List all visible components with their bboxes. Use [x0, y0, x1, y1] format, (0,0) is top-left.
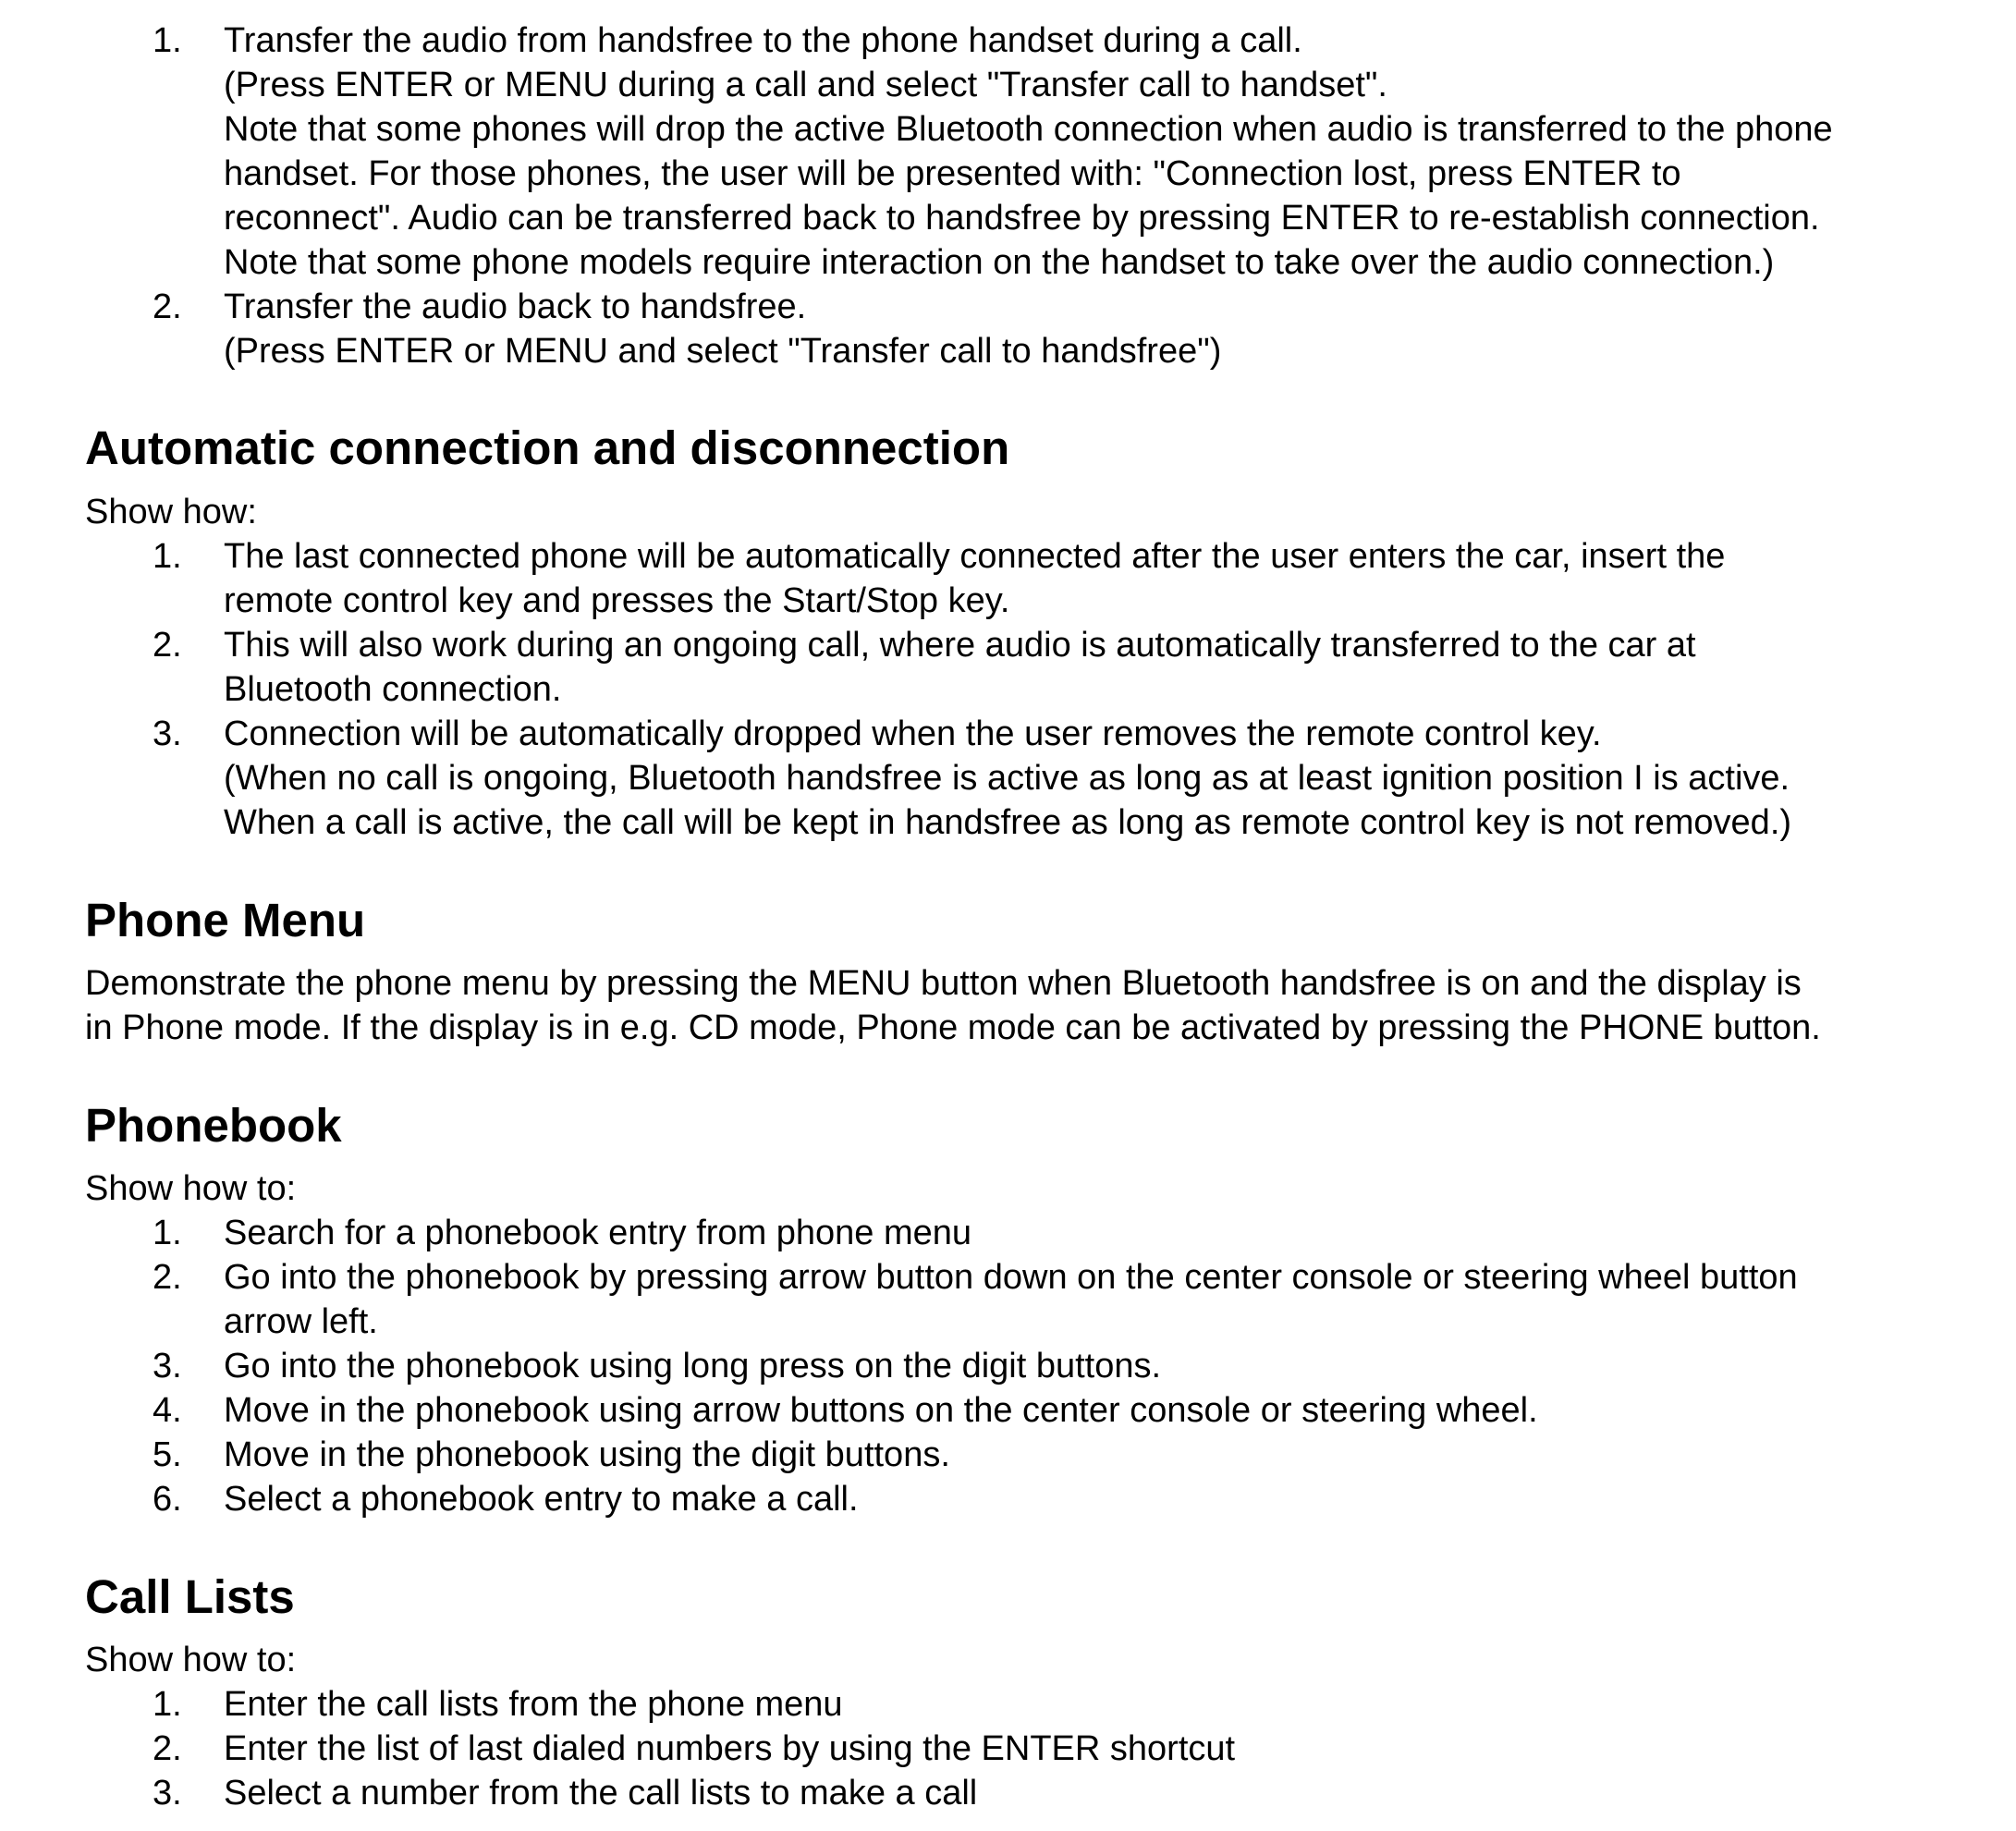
list-item-text: Select a number from the call lists to make a call: [224, 1774, 978, 1813]
list-number: 2.: [153, 1729, 182, 1768]
list-item-text: Transfer the audio back to handsfree.: [224, 287, 807, 326]
list-item-text: (Press ENTER or MENU during a call and select "Transfer call to handset".: [224, 66, 1387, 104]
list-item-text: Enter the list of last dialed numbers by using the ENTER shortcut: [224, 1729, 1236, 1768]
list-item-text: (When no call is ongoing, Bluetooth handsfree is active as long as at least ignition position I is active.: [224, 759, 1790, 798]
list-number: 4.: [153, 1391, 182, 1430]
list-item-text: Connection will be automatically dropped when the user removes the remote control key.: [224, 714, 1602, 753]
list-item-text: Note that some phones will drop the active Bluetooth connection when audio is transferred to the phone: [224, 110, 1833, 149]
list-number: 2.: [153, 626, 182, 665]
paragraph-line: in Phone mode. If the display is in e.g. CD mode, Phone mode can be activated by pressing the PHONE button.: [85, 1008, 1821, 1047]
list-number: 1.: [153, 21, 182, 60]
list-number: 1.: [153, 1685, 182, 1724]
list-item-text: Bluetooth connection.: [224, 670, 562, 709]
list-item-text: When a call is active, the call will be kept in handsfree as long as remote control key is not removed.): [224, 803, 1792, 842]
section-heading-call-lists: Call Lists: [85, 1570, 295, 1623]
list-number: 3.: [153, 1774, 182, 1813]
list-number: 3.: [153, 714, 182, 753]
list-item-text: This will also work during an ongoing call, where audio is automatically transferred to the car at: [224, 626, 1696, 665]
list-item-text: Move in the phonebook using the digit buttons.: [224, 1435, 950, 1474]
list-number: 2.: [153, 287, 182, 326]
list-item-text: Search for a phonebook entry from phone menu: [224, 1214, 972, 1252]
list-item-text: Move in the phonebook using arrow buttons on the center console or steering wheel.: [224, 1391, 1538, 1430]
list-item-text: Enter the call lists from the phone menu: [224, 1685, 843, 1724]
list-item-text: Go into the phonebook using long press on the digit buttons.: [224, 1347, 1162, 1385]
section-heading-phonebook: Phonebook: [85, 1099, 342, 1152]
list-item-text: handset. For those phones, the user will be presented with: "Connection lost, press ENTER to: [224, 154, 1681, 193]
paragraph-line: Demonstrate the phone menu by pressing the MENU button when Bluetooth handsfree is on and the display is: [85, 964, 1802, 1003]
section-heading-automatic-connection: Automatic connection and disconnection: [85, 421, 1010, 474]
list-item-text: arrow left.: [224, 1302, 378, 1341]
list-item-text: (Press ENTER or MENU and select "Transfer call to handsfree"): [224, 332, 1222, 371]
list-number: 1.: [153, 537, 182, 576]
list-item-text: Note that some phone models require interaction on the handset to take over the audio connection.): [224, 243, 1775, 282]
list-number: 2.: [153, 1258, 182, 1297]
section-intro: Show how:: [85, 493, 257, 531]
section-heading-phone-menu: Phone Menu: [85, 894, 366, 946]
list-item-text: reconnect". Audio can be transferred back to handsfree by pressing ENTER to re-establish connection.: [224, 199, 1820, 238]
list-item-text: Go into the phonebook by pressing arrow button down on the center console or steering wheel button: [224, 1258, 1798, 1297]
list-number: 3.: [153, 1347, 182, 1385]
section-intro: Show how to:: [85, 1641, 297, 1679]
list-number: 6.: [153, 1480, 182, 1519]
list-number: 5.: [153, 1435, 182, 1474]
list-item-text: remote control key and presses the Start/Stop key.: [224, 581, 1010, 620]
list-item-text: Select a phonebook entry to make a call.: [224, 1480, 859, 1519]
section-intro: Show how to:: [85, 1169, 297, 1208]
list-number: 1.: [153, 1214, 182, 1252]
list-item-text: Transfer the audio from handsfree to the phone handset during a call.: [224, 21, 1302, 60]
list-item-text: The last connected phone will be automatically connected after the user enters the car, insert the: [224, 537, 1726, 576]
